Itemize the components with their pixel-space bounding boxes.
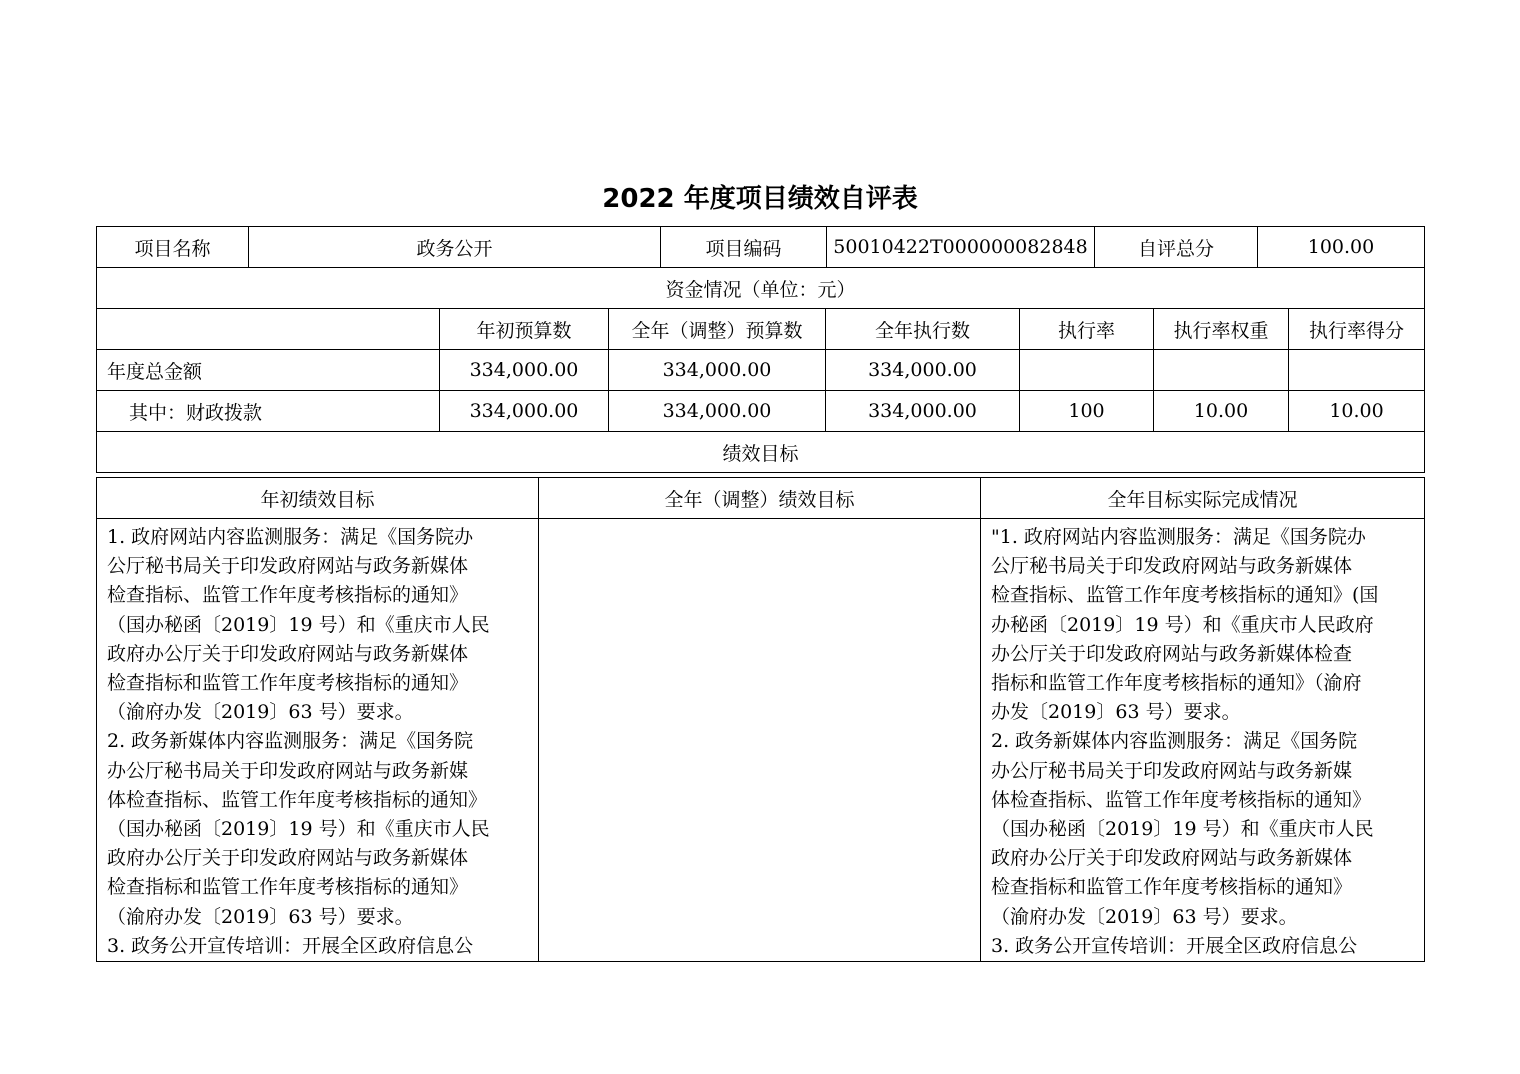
- text-line: 1. 政府网站内容监测服务：满足《国务院办: [107, 526, 474, 548]
- cell: 334,000.00: [440, 350, 609, 391]
- text-line: 3. 政务公开宣传培训：开展全区政府信息公: [107, 934, 474, 957]
- funds-header-empty: [97, 309, 440, 350]
- text-line: 政府办公厅关于印发政府网站与政务新媒体: [107, 642, 469, 665]
- cell: 10.00: [1289, 391, 1425, 432]
- text-line: 体检查指标、监管工作年度考核指标的通知》: [991, 788, 1372, 811]
- text-line: 公厅秘书局关于印发政府网站与政务新媒体: [107, 555, 469, 578]
- cell: 334,000.00: [826, 350, 1020, 391]
- text-line: 检查指标和监管工作年度考核指标的通知》: [107, 876, 469, 899]
- initial-goals-text: [97, 519, 539, 962]
- self-score-value: 100.00: [1258, 227, 1425, 268]
- text-line: （渝府办发〔2019〕63 号）要求。: [991, 905, 1298, 928]
- project-code-value: 50010422T000000082848: [827, 227, 1095, 268]
- goals-header-row: [97, 478, 1425, 519]
- goals-section-header: 绩效目标: [97, 432, 1425, 473]
- project-info-table: [96, 226, 1425, 268]
- table-row: [97, 350, 1425, 391]
- text-line: （国办秘函〔2019〕19 号）和《重庆市人民: [991, 818, 1374, 841]
- text-line: 检查指标、监管工作年度考核指标的通知》: [107, 584, 469, 607]
- funds-header: 执行率: [1020, 309, 1154, 350]
- text-line: 指标和监管工作年度考核指标的通知》（渝府: [991, 672, 1362, 695]
- funds-header: 执行率权重: [1154, 309, 1289, 350]
- cell: 334,000.00: [826, 391, 1020, 432]
- project-code-label: 项目编码: [661, 227, 827, 268]
- text-line: 办公厅关于印发政府网站与政务新媒体检查: [991, 642, 1353, 665]
- text-line: （国办秘函〔2019〕19 号）和《重庆市人民: [107, 613, 490, 636]
- text-line: 办公厅秘书局关于印发政府网站与政务新媒: [991, 759, 1353, 782]
- funds-header: 全年执行数: [826, 309, 1020, 350]
- text-line: 检查指标和监管工作年度考核指标的通知》: [991, 876, 1353, 899]
- cell: 334,000.00: [609, 350, 826, 391]
- cell: [1020, 350, 1154, 391]
- text-line: 检查指标和监管工作年度考核指标的通知》: [107, 672, 469, 695]
- text-line: 3. 政务公开宣传培训：开展全区政府信息公: [991, 934, 1358, 957]
- funds-section-header: 资金情况（单位：元）: [97, 268, 1425, 309]
- text-line: 体检查指标、监管工作年度考核指标的通知》: [107, 788, 488, 811]
- project-name-value: 政务公开: [249, 227, 661, 268]
- goals-header: 年初绩效目标: [97, 478, 539, 519]
- table-row: [97, 391, 1425, 432]
- goals-header: 全年（调整）绩效目标: [539, 478, 981, 519]
- cell: 10.00: [1154, 391, 1289, 432]
- cell: [1154, 350, 1289, 391]
- text-line: 办公厅秘书局关于印发政府网站与政务新媒: [107, 759, 469, 782]
- self-score-label: 自评总分: [1095, 227, 1258, 268]
- cell: 334,000.00: [609, 391, 826, 432]
- text-line: 2. 政务新媒体内容监测服务：满足《国务院: [991, 730, 1358, 753]
- row-label: 其中：财政拨款: [97, 391, 440, 432]
- funds-header: 全年（调整）预算数: [609, 309, 826, 350]
- text-line: 政府办公厅关于印发政府网站与政务新媒体: [991, 847, 1353, 870]
- adjusted-goals-text: [539, 519, 981, 962]
- goals-table: [96, 477, 1425, 962]
- text-line: 政府办公厅关于印发政府网站与政务新媒体: [107, 847, 469, 870]
- cell: [1289, 350, 1425, 391]
- actual-completion-text: [981, 519, 1425, 962]
- cell: 100: [1020, 391, 1154, 432]
- text-line: 公厅秘书局关于印发政府网站与政务新媒体: [991, 555, 1353, 578]
- page-title: 2022 年度项目绩效自评表: [602, 184, 918, 214]
- goals-header: 全年目标实际完成情况: [981, 478, 1425, 519]
- funds-header: 执行率得分: [1289, 309, 1425, 350]
- funds-table: [96, 267, 1425, 473]
- text-line: （国办秘函〔2019〕19 号）和《重庆市人民: [107, 818, 490, 841]
- row-label: 年度总金额: [97, 350, 440, 391]
- text-line: 检查指标、监管工作年度考核指标的通知》(国: [991, 584, 1379, 607]
- funds-header: 年初预算数: [440, 309, 609, 350]
- funds-header-row: [97, 309, 1425, 350]
- text-line: （渝府办发〔2019〕63 号）要求。: [107, 701, 414, 724]
- text-line: "1. 政府网站内容监测服务：满足《国务院办: [991, 526, 1366, 548]
- project-name-label: 项目名称: [97, 227, 249, 268]
- text-line: 办发〔2019〕63 号）要求。: [991, 701, 1241, 724]
- cell: 334,000.00: [440, 391, 609, 432]
- text-line: 办秘函〔2019〕19 号）和《重庆市人民政府: [991, 613, 1374, 636]
- text-line: （渝府办发〔2019〕63 号）要求。: [107, 905, 414, 928]
- text-line: 2. 政务新媒体内容监测服务：满足《国务院: [107, 730, 474, 753]
